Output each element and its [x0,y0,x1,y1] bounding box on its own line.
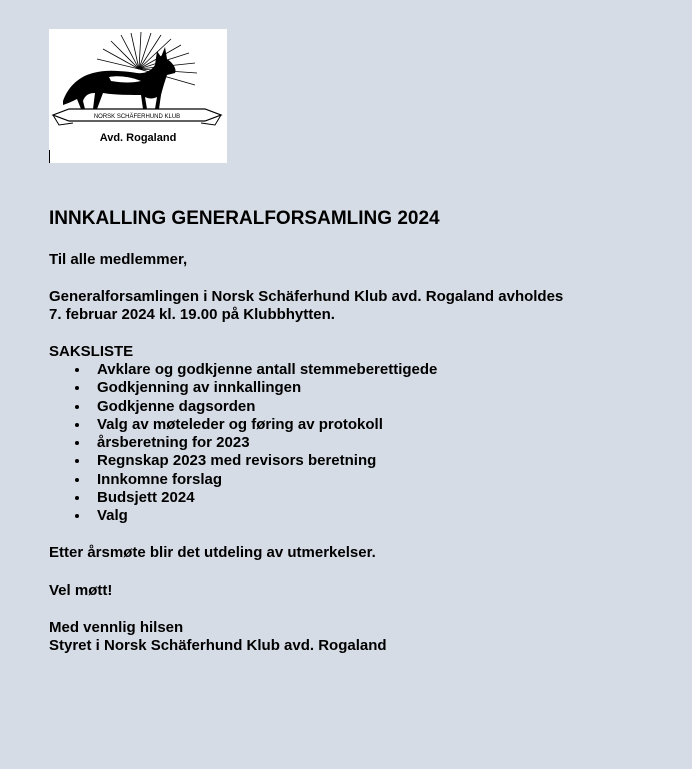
agenda-item: Godkjenning av innkallingen [49,379,437,397]
agenda-item: Godkjenne dagsorden [49,398,437,416]
intro-line-1: Generalforsamlingen i Norsk Schäferhund Klub avd. Rogaland avholdes [49,288,564,305]
logo-caption: Avd. Rogaland [99,132,177,144]
intro-line-2: 7. februar 2024 kl. 19.00 på Klubbhytten. [49,306,335,323]
page-title: INNKALLING GENERALFORSAMLING 2024 [49,208,440,229]
agenda-list [49,361,437,526]
greeting: Til alle medlemmer, [49,251,188,268]
signature: Styret i Norsk Schäferhund Klub avd. Rogaland [49,637,387,654]
agenda-heading: SAKSLISTE [49,343,134,360]
agenda-item: årsberetning for 2023 [49,434,437,452]
text-cursor [49,150,50,163]
club-logo [49,29,227,163]
closing-text: Med vennlig hilsen [49,619,184,636]
agenda-item: Budsjett 2024 [49,489,437,507]
agenda-item: Regnskap 2023 med revisors beretning [49,452,437,470]
agenda-item: Valg av møteleder og føring av protokoll [49,416,437,434]
agenda-item: Avklare og godkjenne antall stemmeberettigede [49,361,437,379]
agenda-item: Innkomne forslag [49,471,437,489]
agenda-item: Valg [49,507,437,525]
awards-note: Etter årsmøte blir det utdeling av utmerkelser. [49,544,376,561]
logo-banner-text: NORSK SCHÄFERHUND KLUB [93,114,181,120]
welcome-text: Vel møtt! [49,582,113,599]
